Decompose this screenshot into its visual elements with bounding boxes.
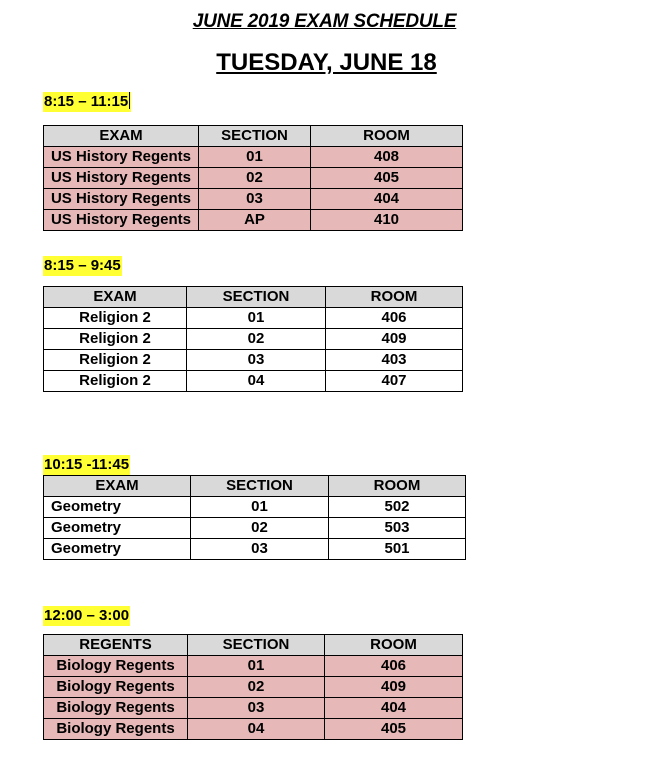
room-cell: 408 [311,147,463,168]
text-cursor [129,92,130,109]
table-header-row [44,287,463,308]
table-row [44,189,463,210]
room-cell: 501 [329,539,466,560]
table-row [44,147,463,168]
column-header-regents: REGENTS [44,635,188,656]
time-slot-label: 10:15 -11:45 [44,456,130,473]
table-row [44,518,466,539]
section-cell: 01 [191,497,329,518]
table-row [44,497,466,518]
room-cell: 404 [311,189,463,210]
table-row [44,698,463,719]
exam-cell: Geometry [44,518,191,539]
table-row [44,168,463,189]
column-header-section: SECTION [191,476,329,497]
exam-cell: Religion 2 [44,308,187,329]
column-header-section: SECTION [188,635,325,656]
exam-cell: Religion 2 [44,350,187,371]
exam-cell: US History Regents [44,147,199,168]
section-cell: AP [199,210,311,231]
room-cell: 502 [329,497,466,518]
exam-cell: Biology Regents [44,656,188,677]
exam-table-biology [43,634,463,740]
section-cell: 02 [188,677,325,698]
exam-cell: US History Regents [44,189,199,210]
room-cell: 503 [329,518,466,539]
room-cell: 403 [326,350,463,371]
table-header-row [44,126,463,147]
time-slot-label: 8:15 – 9:45 [44,257,121,274]
exam-table-geometry [43,475,466,560]
section-cell: 02 [187,329,326,350]
table-row [44,656,463,677]
table-row [44,210,463,231]
exam-cell: Biology Regents [44,698,188,719]
table-header-row [44,476,466,497]
exam-cell: Religion 2 [44,371,187,392]
section-cell: 01 [188,656,325,677]
column-header-room: ROOM [325,635,463,656]
exam-cell: Biology Regents [44,677,188,698]
exam-cell: US History Regents [44,210,199,231]
room-cell: 405 [311,168,463,189]
column-header-room: ROOM [329,476,466,497]
room-cell: 404 [325,698,463,719]
time-slot-label: 12:00 – 3:00 [44,607,130,624]
section-cell: 03 [199,189,311,210]
table-row [44,677,463,698]
section-cell: 04 [188,719,325,740]
section-cell: 01 [187,308,326,329]
room-cell: 405 [325,719,463,740]
exam-cell: Biology Regents [44,719,188,740]
section-cell: 03 [187,350,326,371]
exam-table-us-history [43,125,463,231]
table-row [44,350,463,371]
day-heading: TUESDAY, JUNE 18 [216,49,437,76]
column-header-exam: EXAM [44,126,199,147]
exam-cell: Geometry [44,539,191,560]
section-cell: 04 [187,371,326,392]
room-cell: 406 [326,308,463,329]
section-cell: 02 [191,518,329,539]
exam-cell: US History Regents [44,168,199,189]
table-row [44,539,466,560]
room-cell: 409 [326,329,463,350]
exam-cell: Religion 2 [44,329,187,350]
room-cell: 407 [326,371,463,392]
exam-cell: Geometry [44,497,191,518]
section-cell: 01 [199,147,311,168]
exam-table-religion [43,286,463,392]
room-cell: 406 [325,656,463,677]
table-row [44,329,463,350]
document-title: JUNE 2019 EXAM SCHEDULE [192,11,457,32]
column-header-room: ROOM [326,287,463,308]
column-header-section: SECTION [199,126,311,147]
column-header-exam: EXAM [44,476,191,497]
section-cell: 02 [199,168,311,189]
section-cell: 03 [191,539,329,560]
room-cell: 410 [311,210,463,231]
room-cell: 409 [325,677,463,698]
section-cell: 03 [188,698,325,719]
table-row [44,719,463,740]
table-header-row [44,635,463,656]
table-row [44,371,463,392]
table-row [44,308,463,329]
time-slot-label: 8:15 – 11:15 [43,92,131,112]
column-header-room: ROOM [311,126,463,147]
column-header-exam: EXAM [44,287,187,308]
column-header-section: SECTION [187,287,326,308]
